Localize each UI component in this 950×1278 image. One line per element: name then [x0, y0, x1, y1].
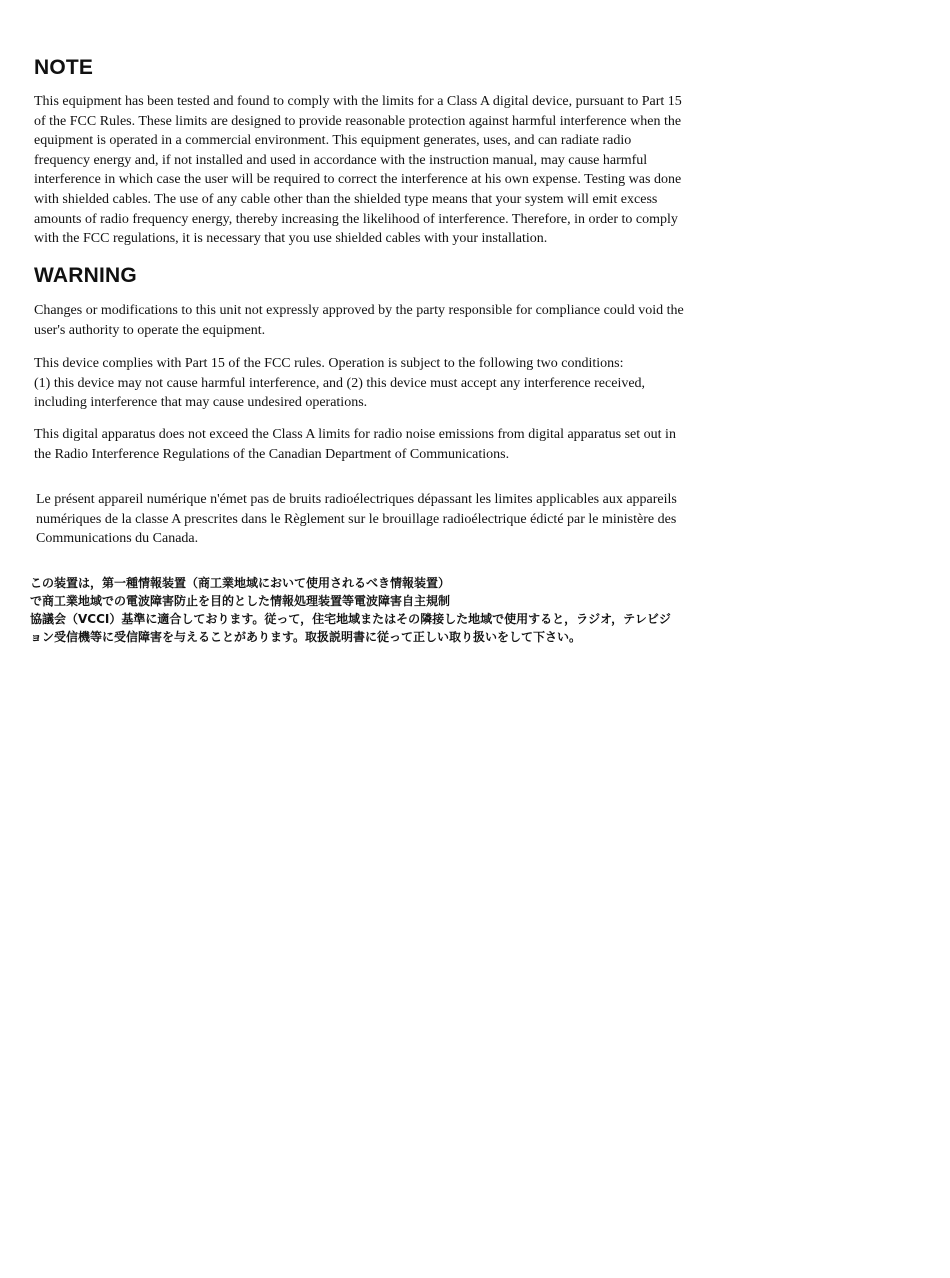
part15-line: (1) this device may not cause harmful interference, and (2) this device must accept any interference received, [34, 375, 646, 391]
canada-english-line: This digital apparatus does not exceed the Class A limits for radio noise emissions from digital apparatus set out in [34, 427, 676, 442]
canada-english-paragraph [34, 425, 839, 464]
vcci-line: ョン受信機等に受信障害を与えることがあります。取扱説明書に従って正しい取り扱いをして下さい。 [30, 630, 582, 644]
part15-line: including interference that may cause undesired operations. [34, 395, 368, 411]
modification-paragraph [34, 301, 839, 340]
note-paragraph [34, 92, 839, 249]
note-line: amounts of radio frequency energy, thereby increasing the likelihood of interference. Therefore, in order to comply [34, 211, 678, 227]
part15-line: This device complies with Part 15 of the FCC rules. Operation is subject to the following two conditions: [34, 356, 624, 371]
vcci-japanese-notice [30, 574, 890, 646]
note-line: frequency energy and, if not installed and used in accordance with the instruction manual, may cause harmful [34, 152, 648, 168]
canada-french-line: Le présent appareil numérique n'émet pas de bruits radioélectriques dépassant les limites applicables aux appareils [36, 492, 677, 507]
note-line: This equipment has been tested and found to comply with the limits for a Class A digital device, pursuant to Part 15 [34, 94, 682, 109]
note-line: interference in which case the user will be required to correct the interference at his own expense. Testing was done [34, 172, 682, 188]
vcci-line: 協議会（VCCI）基準に適合しております。従って，住宅地域またはその隣接した地域で使用すると，ラジオ，テレビジ [30, 612, 671, 626]
note-line: equipment is operated in a commercial environment. This equipment generates, uses, and can radiate radio [34, 133, 632, 149]
part15-paragraph [34, 354, 839, 413]
canada-french-line: numériques de la classe A prescrites dans le Règlement sur le brouillage radioélectrique édicté par le ministère des [36, 511, 677, 527]
note-heading: NOTE [34, 56, 94, 79]
note-line: of the FCC Rules. These limits are designed to provide reasonable protection against harmful interference when the [34, 113, 682, 129]
vcci-line: この装置は，第一種情報装置（商工業地域において使用されるべき情報装置） [30, 576, 451, 590]
canada-french-line: Communications du Canada. [36, 531, 199, 547]
warning-heading: WARNING [34, 264, 137, 287]
note-line: with the FCC regulations, it is necessary that you use shielded cables with your installation. [34, 231, 548, 247]
modification-line: user's authority to operate the equipment. [34, 322, 266, 338]
modification-line: Changes or modifications to this unit not expressly approved by the party responsible for compliance could void the [34, 303, 684, 318]
canada-english-line: the Radio Interference Regulations of the Canadian Department of Communications. [34, 446, 510, 462]
canada-french-paragraph [36, 490, 841, 549]
vcci-line: で商工業地域での電波障害防止を目的とした情報処理装置等電波障害自主規制 [30, 594, 451, 608]
note-line: with shielded cables. The use of any cable other than the shielded type means that your system will emit excess [34, 191, 658, 207]
